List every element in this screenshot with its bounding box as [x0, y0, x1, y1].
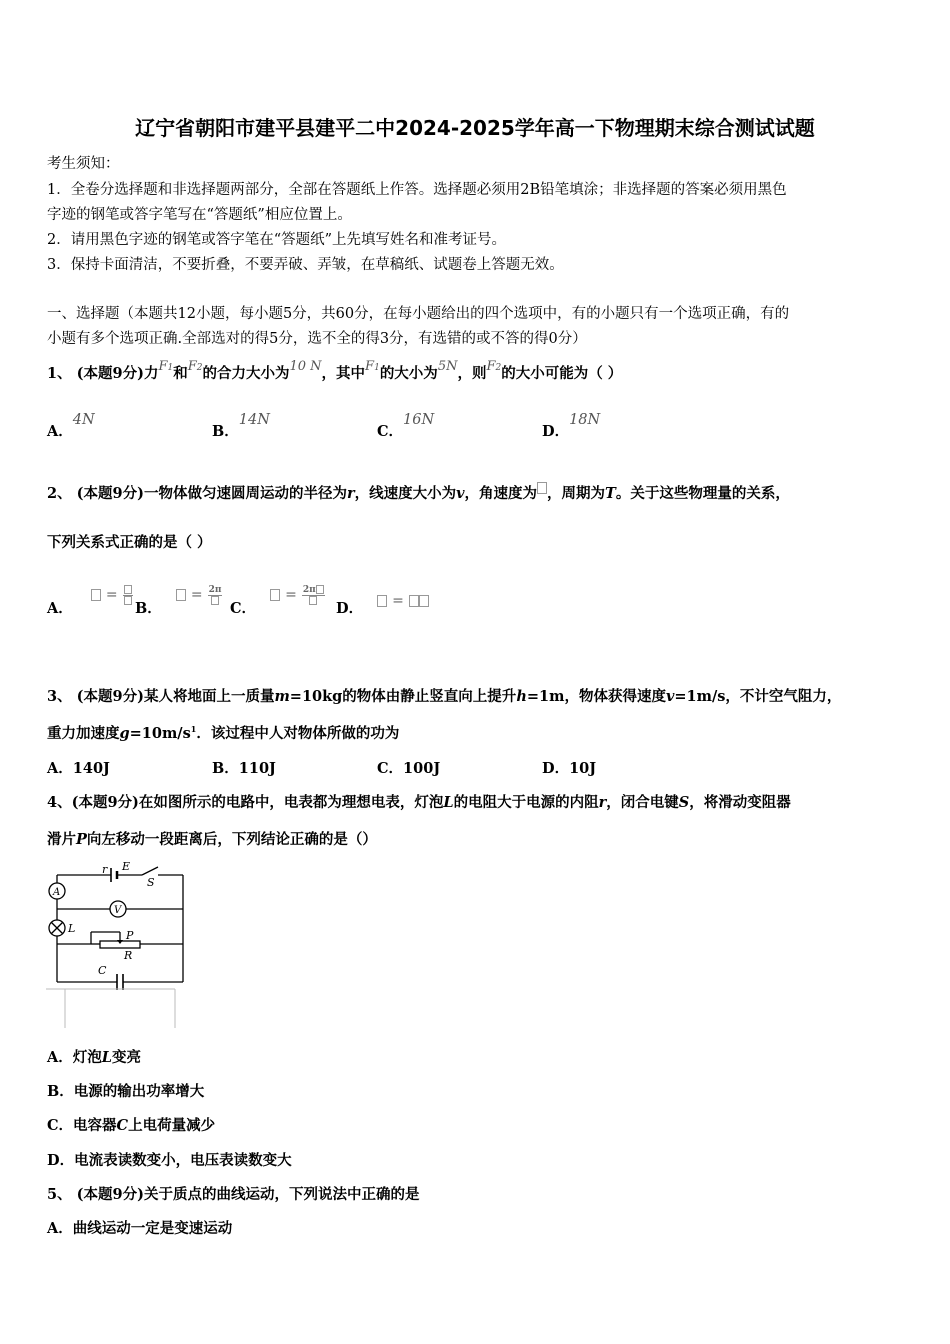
notice-item-2: 2．请用黑色字迹的钢笔或答字笔在“答题纸”上先填写姓名和准考证号。: [47, 232, 507, 248]
q1-text2: ，其中: [321, 365, 366, 382]
label-P: P: [126, 929, 134, 942]
label-E: E: [122, 860, 131, 873]
label-S: S: [147, 876, 155, 889]
question-1: [47, 359, 623, 383]
section-1-intro: 一、选择题（本题共12小题，每小题5分，共60分，在每小题给出的四个选项中，有的小题只有一个选项正确，有的: [47, 306, 790, 322]
switch-blade: [142, 867, 158, 875]
q3-option-a[interactable]: A．140J: [47, 760, 110, 777]
q2-option-c[interactable]: C． = 2π: [230, 597, 325, 620]
q1-text1: 的合力大小为: [202, 365, 290, 382]
circuit-diagram: [44, 858, 190, 1030]
section-1-intro-cont: 小题有多个选项正确.全部选对的得5分，选不全的得3分，有选错的或不答的得0分）: [47, 331, 587, 347]
formula-box-icon: [91, 589, 101, 601]
q1-prefix: 1、 (本题9分)力: [47, 365, 159, 382]
q4-option-b[interactable]: B．电源的输出功率增大: [47, 1083, 205, 1100]
label-R: R: [124, 949, 133, 962]
q3-option-b[interactable]: B．110J: [212, 760, 276, 777]
question-5: 5、 (本题9分)关于质点的曲线运动，下列说法中正确的是: [47, 1186, 420, 1203]
q3-option-d[interactable]: D．10J: [542, 760, 597, 777]
q4-option-d[interactable]: D．电流表读数变小，电压表读数变大: [47, 1152, 292, 1169]
q1-text4: ，则: [457, 365, 487, 382]
q1-text3: 的大小为: [379, 365, 438, 382]
q3-option-c[interactable]: C．100J: [377, 760, 441, 777]
q1-f1-ref: F1: [365, 359, 380, 374]
q5-option-a[interactable]: A．曲线运动一定是变速运动: [47, 1220, 233, 1237]
label-L: L: [68, 922, 76, 935]
q1-f1-value: 5N: [437, 359, 458, 374]
q1-option-d[interactable]: D．18N: [542, 412, 601, 440]
question-4-cont: 滑片P向左移动一段距离后，下列结论正确的是（）: [47, 831, 377, 848]
q2-option-b[interactable]: B． = 2π: [135, 584, 222, 617]
question-3-cont: 重力加速度$g=10m/s^1$．该过程中人对物体所做的功为: [47, 724, 400, 742]
q2-option-a[interactable]: A． =: [47, 597, 133, 620]
question-2-cont: 下列关系式正确的是（ ）: [47, 534, 212, 551]
label-C: C: [98, 964, 107, 977]
q1-f1: F1: [158, 359, 174, 374]
q4-option-a[interactable]: A．灯泡L变亮: [47, 1049, 141, 1066]
q4-option-c[interactable]: C．电容器C上电荷量减少: [47, 1117, 216, 1134]
q2-option-d[interactable]: D． =: [336, 597, 429, 618]
formula-box-icon: [176, 589, 186, 601]
q1-option-a[interactable]: A．4N: [47, 412, 95, 440]
notice-item-3: 3．保持卡面清洁，不要折叠，不要弄破、弄皱，在草稿纸、试题卷上答题无效。: [47, 257, 564, 273]
slider-arrow-icon: [117, 940, 123, 944]
label-V: V: [114, 905, 122, 916]
label-r: r: [102, 863, 108, 876]
omega-placeholder-icon: [537, 482, 547, 494]
question-3: 3、 (本题9分)某人将地面上一质量m=10kg的物体由静止竖直向上提升h=1m，物体获得速度v=1m/s，不计空气阻力，: [47, 688, 842, 705]
page-title: 辽宁省朝阳市建平县建平二中2024-2025学年高一下物理期末综合测试试题: [135, 116, 815, 140]
q1-option-b[interactable]: B．14N: [212, 412, 270, 440]
q1-and: 和: [173, 365, 188, 382]
question-4: 4、(本题9分)在如图所示的电路中，电表都为理想电表，灯泡L的电阻大于电源的内阻r，闭合电键S，将滑动变阻器: [47, 794, 791, 811]
label-A: A: [53, 887, 61, 898]
notice-item-1: 1．全卷分选择题和非选择题两部分，全部在答题纸上作答。选择题必须用2B铅笔填涂；非选择题的答案必须用黑色: [47, 182, 787, 198]
formula-box-icon: [377, 595, 387, 607]
q1-f2-ref: F2: [486, 359, 502, 374]
notice-item-1-cont: 字迹的钢笔或答字笔写在“答题纸”相应位置上。: [47, 207, 352, 223]
formula-box-icon: [270, 589, 280, 601]
notice-heading: 考生须知：: [47, 156, 120, 172]
q1-text5: 的大小可能为（ ）: [501, 365, 623, 382]
q1-option-c[interactable]: C．16N: [377, 412, 435, 440]
question-2: 2、 (本题9分)一物体做匀速圆周运动的半径为r，线速度大小为v，角速度为 ，周期为T。关于这些物理量的关系，: [47, 482, 790, 503]
q1-f2: F2: [187, 359, 203, 374]
q1-resultant: 10 N: [289, 359, 322, 374]
